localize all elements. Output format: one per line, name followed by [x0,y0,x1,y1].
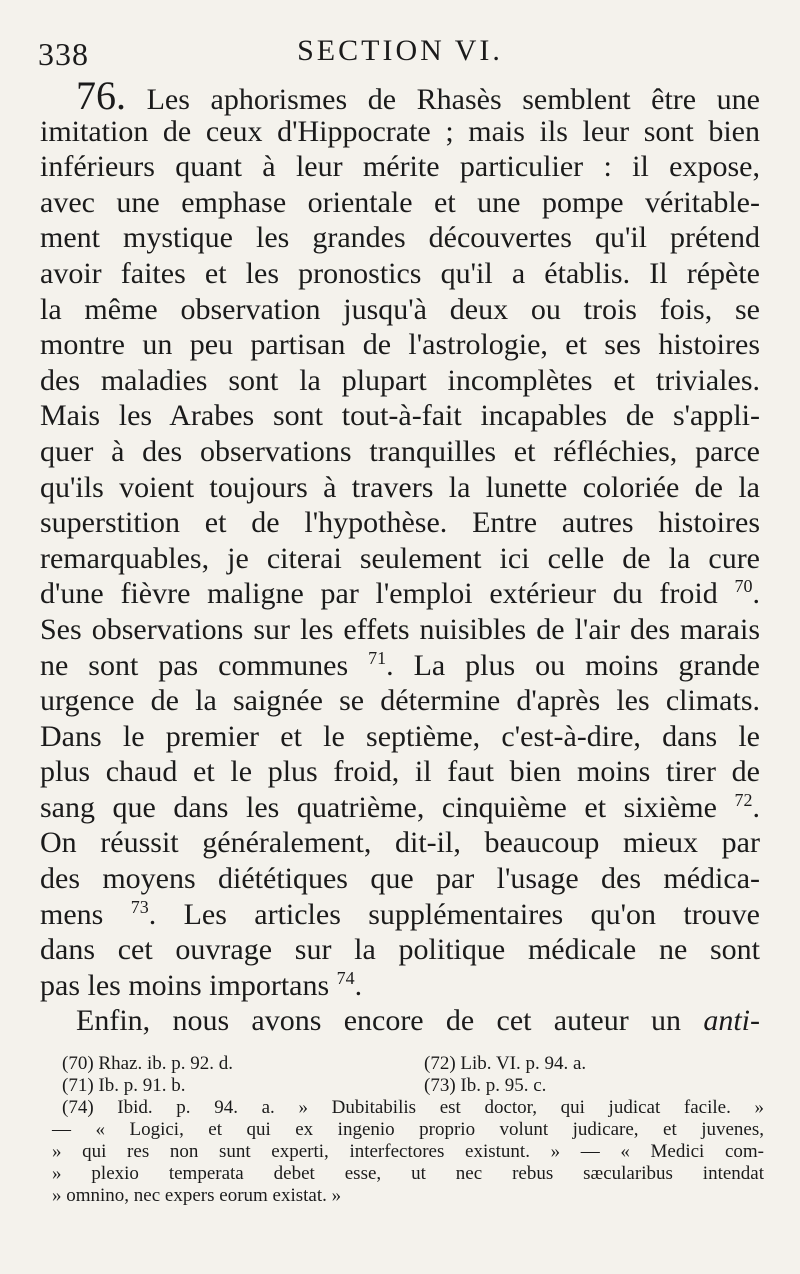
text-line: avec une emphase orientale et une pompe véritable- [40,185,760,219]
text-line: Dans le premier et le septième, c'est-à-dire, dans le [40,719,760,753]
footnotes [52,1053,764,1207]
page-header [38,30,762,70]
text-line: des maladies sont la plupart incomplètes et triviales. [40,363,760,397]
text-line: On réussit généralement, dit-il, beaucoup mieux par [40,826,760,860]
text-line: qu'ils voient toujours à travers la lunette coloriée de la [40,470,760,504]
text-line: ment mystique les grandes découvertes qu'il prétend [40,221,760,255]
text-line: montre un peu partisan de l'astrologie, et ses histoires [40,328,760,362]
footnote-72: (72) Lib. VI. p. 94. a. [424,1053,587,1074]
footnote-ref[interactable]: 74 [336,967,355,988]
section-title: SECTION VI. [297,34,503,67]
text-line: d'une fièvre maligne par l'emploi extérieur du froid $^{70}$. [40,576,760,611]
text-line: imitation de ceux d'Hippocrate ; mais ils leur sont bien [40,114,760,148]
footnote-ref[interactable]: 72 [734,789,753,810]
footnote-ref[interactable]: 70 [734,576,753,597]
text-line: remarquables, je citerai seulement ici celle de la cure [40,541,760,575]
footnote-row [52,1053,764,1075]
footnote-ref[interactable]: 73 [130,896,149,917]
footnote-ref[interactable]: 71 [368,647,387,668]
text-line: mens $^{73}$. Les articles supplémentaires qu'on trouve [40,896,760,931]
footnote-74-line: » omnino, nec expers eorum existat. » [52,1185,342,1206]
footnote-73: (73) Ib. p. 95. c. [424,1075,547,1096]
text-line: Mais les Arabes sont tout-à-fait incapables de s'appli- [40,399,760,433]
text-line: avoir faites et les pronostics qu'il a établis. Il répète [40,256,760,290]
text-line: Ses observations sur les effets nuisibles de l'air des marais [40,612,760,646]
footnote-row [52,1075,764,1097]
text-line: plus chaud et le plus froid, il faut bien moins tirer de [40,755,760,789]
footnote-74-line: — « Logici, et qui ex ingenio proprio volunt judicare, et juvenes, [52,1119,764,1140]
text-line: inférieurs quant à leur mérite particulier : il expose, [40,150,760,184]
body-text [40,73,761,1039]
text-line: pas les moins importans $^{74}$. [40,967,363,1002]
paragraph-number: 76. [76,73,126,118]
text-line: ne sont pas communes $^{71}$. La plus ou moins grande [40,647,760,682]
text-line: Enfin, nous avons encore de cet auteur un anti- [76,1004,760,1038]
italic-word: anti- [703,1004,760,1038]
footnote-74-line: » qui res non sunt experti, interfectores existunt. » — « Medici com- [52,1141,764,1162]
text-line: dans cet ouvrage sur la politique médicale ne sont [40,933,760,967]
footnote-70: (70) Rhaz. ib. p. 92. d. [62,1053,233,1074]
page-number: 338 [38,36,89,72]
footnote-74-line: » plexio temperata debet esse, ut nec rebus sæcularibus intendat [52,1163,764,1184]
text-line: superstition et de l'hypothèse. Entre autres histoires [40,506,760,540]
text-line: sang que dans les quatrième, cinquième et sixième $^{72}$. [40,789,761,824]
footnote-74-line: (74) Ibid. p. 94. a. » Dubitabilis est doctor, qui judicat facile. » [62,1097,764,1118]
text-line: quer à des observations tranquilles et réfléchies, parce [40,434,760,468]
footnote-71: (71) Ib. p. 91. b. [62,1075,186,1096]
text-line: 76. Les aphorismes de Rhasès semblent être une [76,73,760,118]
text-line: urgence de la saignée se détermine d'après les climats. [40,684,760,718]
text-line: des moyens diététiques que par l'usage des médica- [40,862,760,896]
text-line: la même observation jusqu'à deux ou trois fois, se [40,292,760,326]
